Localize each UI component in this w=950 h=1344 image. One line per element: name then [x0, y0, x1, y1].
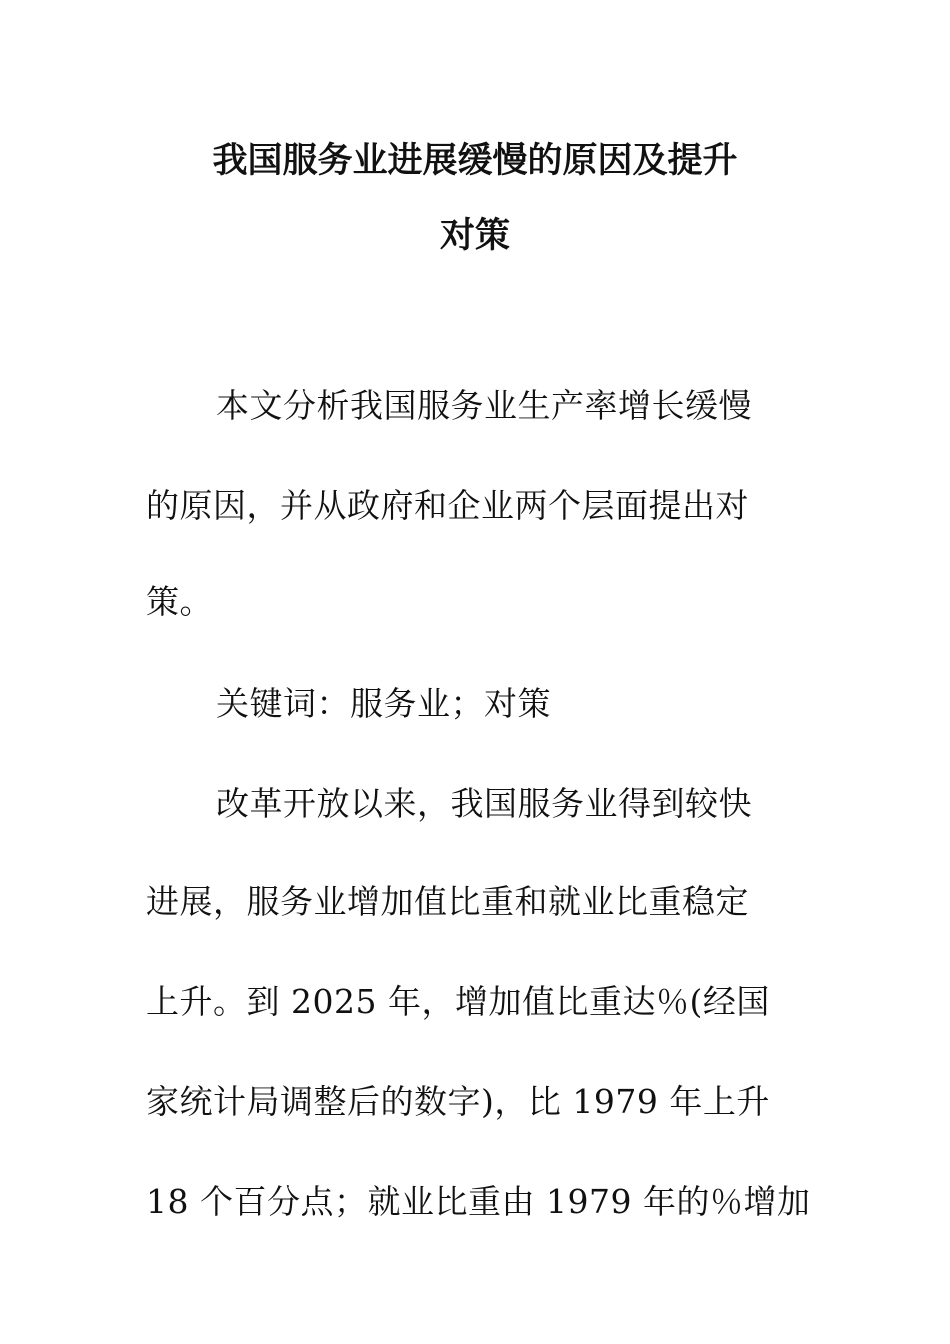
body-line-1: 改革开放以来，我国服务业得到较快: [216, 784, 752, 823]
body-line-3: 上升。到 2025 年，增加值比重达％(经国: [146, 982, 770, 1021]
document-title-line-2: 对策: [439, 215, 510, 256]
abstract-line-2: 的原因，并从政府和企业两个层面提出对: [146, 486, 749, 525]
body-line-5: 18 个百分点；就业比重由 1979 年的％增加: [146, 1182, 811, 1221]
document-title-line-1: 我国服务业进展缓慢的原因及提升: [212, 140, 738, 181]
body-line-4: 家统计局调整后的数字)，比 1979 年上升: [146, 1082, 770, 1121]
abstract-line-3: 策。: [146, 582, 213, 621]
body-line-2: 进展，服务业增加值比重和就业比重稳定: [146, 882, 749, 921]
keywords-line: 关键词：服务业；对策: [216, 684, 551, 723]
abstract-line-1: 本文分析我国服务业生产率增长缓慢: [216, 386, 752, 425]
